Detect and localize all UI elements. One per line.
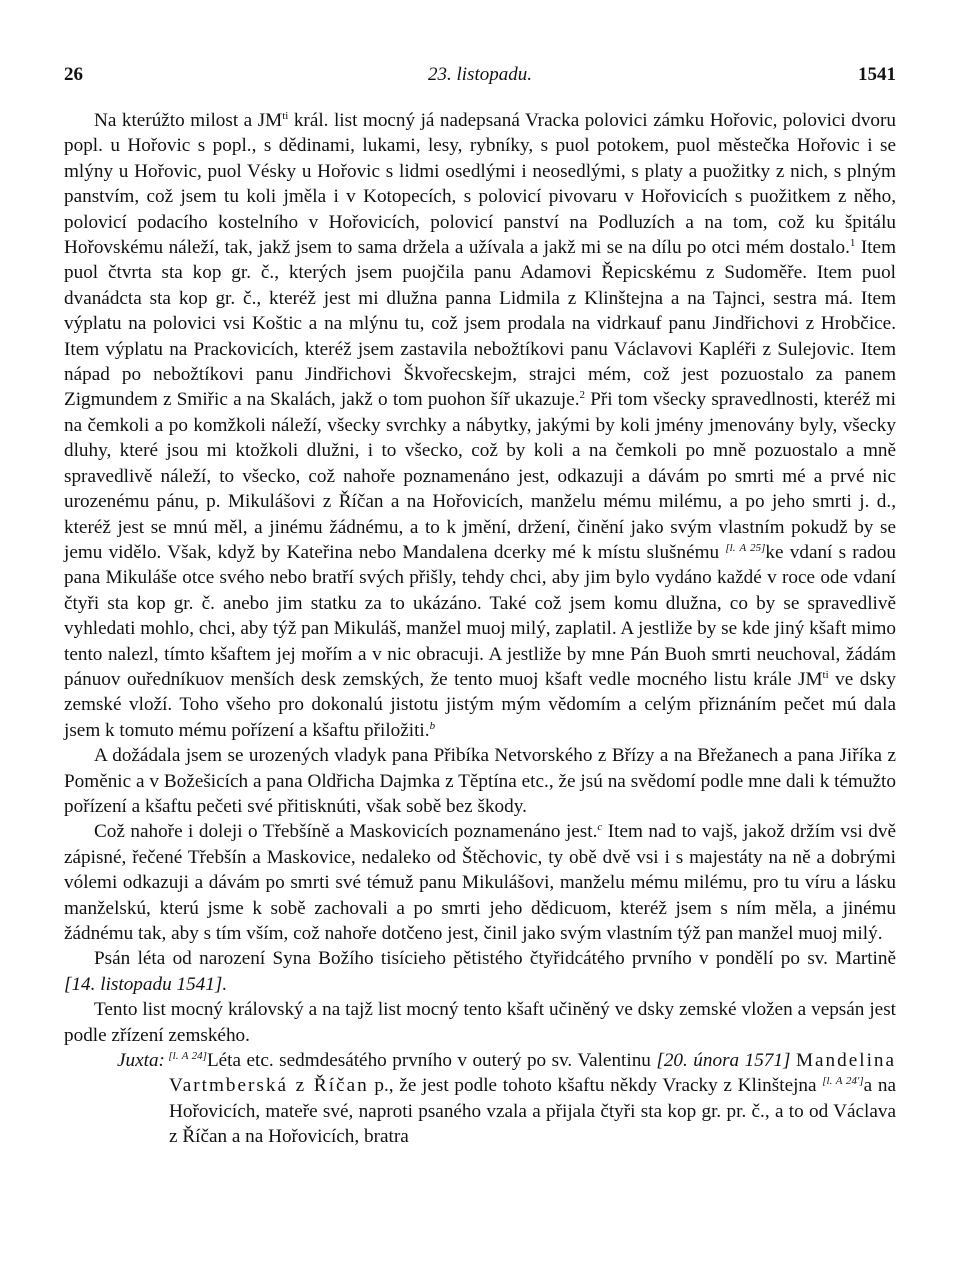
footnote-ref: c <box>597 821 603 834</box>
paragraph: Což nahoře i doleji o Třebšíně a Maskovicích poznamenáno jest.$^c$ Item nad to vajš, jakož držím vsi dvě zápisné, řečené Třebšín a Maskovice, nedaleko od Štěchovic, ty obě dvě vsi i s majestáty na ně a dobrými vólemi odkazuji a dávám po smrti své témuž panu Mikulášovi, manželu mému milému, pro tu víru a lásku manželskú, kterú jsme k sobě zachovali a po smrti jeho dědicuom, kteréž jsem s ním měla, a jinému žádnému tak, aby s tím vším, což nahoře dotčeno jest, činil jako svým vlastním týž pan manžel muoj milý. <box>64 821 897 944</box>
paragraph: A dožádala jsem se urozených vladyk pana Přibíka Netvorského z Břízy a na Břežanech a pana Jiříka z Poměnic a v Božešicích a pana Oldřicha Dajmka z Těptína etc., že jsú na svědomí podle mne dali k témužto pořízení a kšaftu pečeti své přitisknúti, však sobě bez škody. <box>64 745 896 817</box>
folio-ref: [l. A 25] <box>725 541 766 554</box>
juxta-label: Juxta: <box>117 1050 165 1072</box>
footnote-ref: b <box>429 719 436 732</box>
paragraph: Tento list mocný královský a na tajž list mocný tento kšaft učiněný ve dsky zemské vložen a vepsán jest podle zřízení zemského. <box>64 999 896 1046</box>
date-title: 23. listopadu. <box>428 64 532 85</box>
person-name: Mandelina Vartmberská z Říčan <box>169 1050 897 1097</box>
paragraph: Na kterúžto milost a $JM^{ti}$ král. list mocný já nadepsaná Vracka polovici zámku Hořovic, polovici dvoru popl. u Hořovic s popl., s dědinami, lukami, lesy, rybníky, s puol potokem, puol městečka Hořovic i se mlýny u Hořovic, puol Vésky u Hořovic s lidmi osedlými i neosedlými, s platy a puožitky z nich, s plným panstvím, což jsem tu koli jměla i v Kotopecích, s polovicí pivovaru v Hořovicích s puožitkem z něho, polovicí podacího kostelního v Hořovicích, polovicí panství na Podluzích a na tom, což ku špitálu Hořovskému náleží, tak, jakž jsem to sama držela a užívala a jakž mi se na dílu po otci mém dostalo.$^1$ Item puol čtvrta sta kop gr. č., kterých jsem puojčila panu Adamovi Řepicskému z Sudoměře. Item puol dvanádcta sta kop gr. č., kteréž jest mi dlužna panna Lidmila z Klinštejna a na Tajnci, sestra má. Item výplatu na polovici vsi Koštic a na mlýnu tu, což jsem prodala na vidrkauf panu Jindřichovi z Hrobčice. Item výplatu na Prackovicích, kteréž jsem zastavila nebožtíkovi panu Václavovi Kapléři z Sulejovic. Item nápad po nebožtíkovi panu Jindřichovi Škvořecskejm, strajci mém, což jest pozuostalo za panem Zigmundem z Smiřic a na Skalách, jakž o tom puohon šíř ukazuje.$^2$ Při tom všecky spravedlnosti, kteréž mi na čemkoli a po komžkoli náleží, všecky svrchky a nábytky, jakými by koli jmény jmenovány byly, všecky dluhy, které jsou mi ktožkoli dlužni, i to všecko, což by koli a na čemkoli po mně pozuostalo a mně spravedlivě náleží, to všecko, což nahoře poznamenáno jest, odkazuji a dávám po smrti mé a prvé nic urozenému pánu, p. Mikulášovi z Říčan a na Hořovicích, manželu mému milému, a po jeho smrti j. d., kteréž jest se mnú měl, a jinému žádnému, a to k jmění, držení, činění jako svým vlastním pokudž by se jemu vidělo. Však, když by Kateřina nebo Mandalena dcerky mé k místu slušnému [l. A 25]ke vdaní s radou pana Mikuláše otce svého nebo bratří svých přišly, tehdy chci, aby jim bylo vydáno každé v roce ode vdaní čtyři sta kop gr. č. anebo jim statku za to ukázáno. Také což jsem komu dlužna, co by se spravedlivě vyhledati mohlo, chci, aby týž pan Mikuláš, manžel muoj milý, zaplatil. A jestliže by se kde jiný kšaft mimo tento nalezl, tímto kšaftem jej mořím a v nic obracuji. A jestliže by mne Pán Buoh smrti neuchoval, žádám pánuov ouředníkuov menších desk zemských, že tento muoj kšaft vedle mocného listu krále $JM^{ti}$ ve dsky zemské vloží. Toho všeho pro dokonalú jistotu jistým mým vědomím a celým přiznáním pečet mú dala jsem k tomuto mému pořízení a kšaftu přiložiti.$^b$ <box>64 110 896 741</box>
superscript: ti <box>822 668 829 681</box>
juxta-paragraph: Juxta: [l. A 24]Léta etc. sedmdesátého prvního v outerý po sv. Valentinu [20. února 1571] Mandelina Vartmberská z Říčan p., že jest podle tohoto kšaftu někdy Vracky z Klinštejna [l. A 24']a na Hořovicích, mateře své, naproti psaného vzala a přijala čtyři sta kop gr. pr. č., a to od Václava z Říčan a na Hořovicích, bratra <box>117 1050 897 1148</box>
footnote-ref: 2 <box>579 389 585 402</box>
superscript: ti <box>282 110 289 122</box>
page-number: 26 <box>64 64 83 85</box>
date-note: [14. listopadu 1541]. <box>64 973 228 995</box>
folio-ref: [l. A 24] <box>164 1050 207 1063</box>
document-body <box>64 108 896 1150</box>
year-label: 1541 <box>858 64 896 85</box>
paragraph: Psán léta od narození Syna Božího tisícieho pětistého čtyřidcátého prvního v pondělí po sv. Martině [14. listopadu 1541]. <box>64 948 896 995</box>
date-note: [20. února 1571] <box>656 1050 791 1072</box>
footnote-ref: 1 <box>849 237 856 250</box>
folio-ref: [l. A 24'] <box>822 1075 864 1088</box>
running-header <box>64 64 896 88</box>
